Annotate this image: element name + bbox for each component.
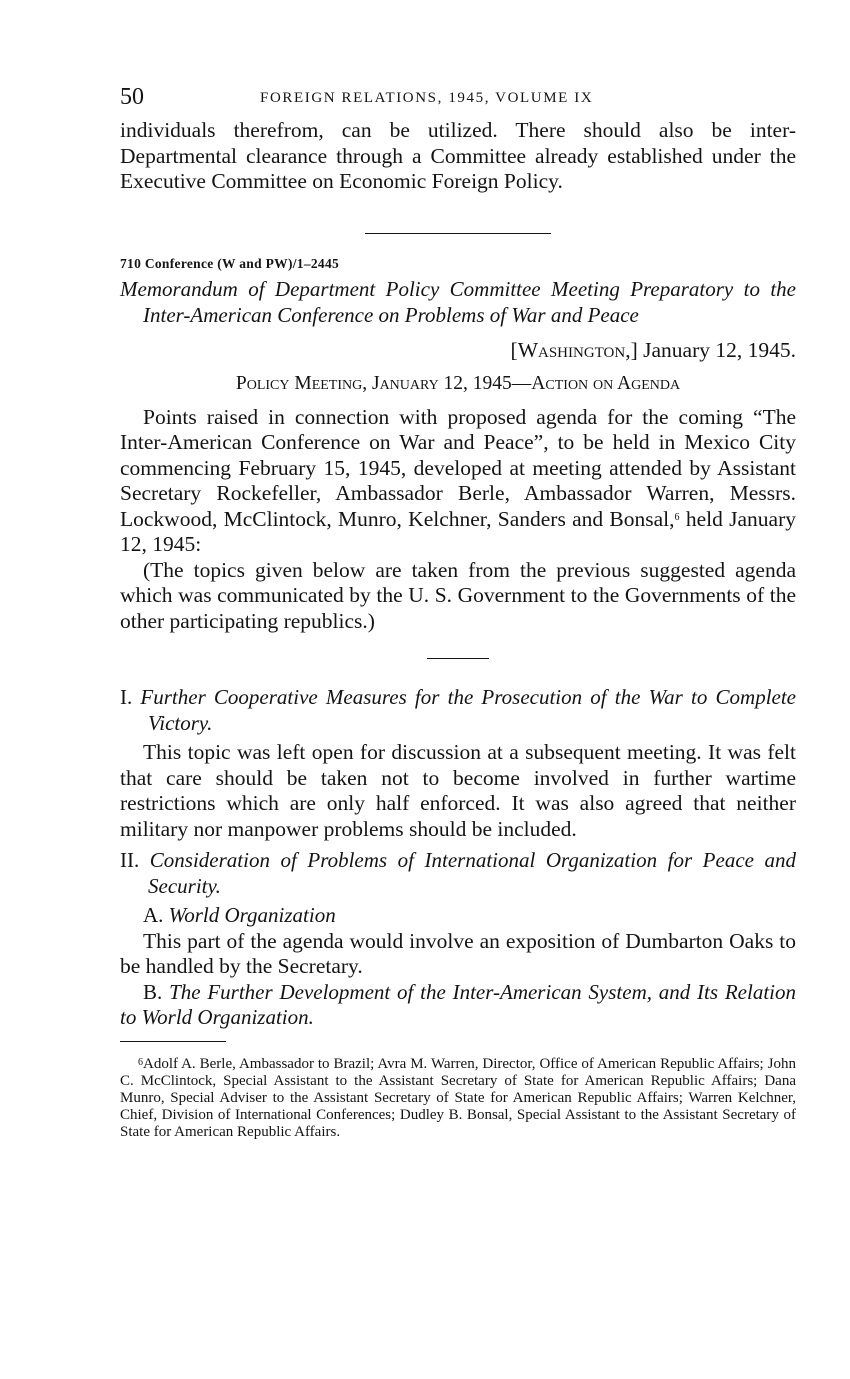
topic-2-number: II. xyxy=(120,848,140,872)
dateline-date: January 12, 1945. xyxy=(643,337,796,362)
footnote-6 xyxy=(120,1056,796,1141)
topic-2-heading xyxy=(120,848,796,899)
subtopic-a-title: World Organization xyxy=(168,903,336,927)
topic-1-heading xyxy=(120,685,796,736)
paragraph-attendees-text: Points raised in connection with proposed agenda for the coming “The Inter-American Conference on War and Peace”, to be held in Mexico City commencing February 15, 1945, developed at meeting attended by Assistant Secretary Rockefeller, Ambassador Berle, Ambassador Warren, Messrs. Lockwood, McClintock, Munro, Kelchner, Sanders and Bonsal, xyxy=(120,404,796,531)
continuation-paragraph: individuals therefrom, can be utilized. There should also be inter-Departmental clearance through a Committee already established under the Executive Committee on Economic Foreign Policy. xyxy=(120,118,796,193)
subtopic-b-heading xyxy=(120,980,796,1031)
topic-2-title: Consideration of Problems of International Organization for Peace and Security. xyxy=(148,848,797,898)
document-page xyxy=(120,84,796,1141)
subtopic-b-title: The Further Development of the Inter-American System, and Its Relation to World Organization. xyxy=(120,979,797,1029)
paragraph-topics-note: (The topics given below are taken from the previous suggested agenda which was communicated by the U. S. Government to the Governments of the other participating republics.) xyxy=(120,557,796,633)
footnote-reference[interactable]: 6 xyxy=(674,511,680,523)
section-divider xyxy=(365,233,551,234)
topic-1-number: I. xyxy=(120,685,133,709)
footnote-text: Adolf A. Berle, Ambassador to Brazil; Avra M. Warren, Director, Office of American Republic Affairs; John C. McClintock, Special Assistant to the Assistant Secretary of State for American Republic Affairs; Dana Munro, Special Adviser to the Assistant Secretary of State for American Republic Affairs; Warren Kelchner, Chief, Division of International Conferences; Dudley B. Bonsal, Special Assistant to the Assistant Secretary of State for American Republic Affairs. xyxy=(120,1055,796,1140)
footnote-mark: 6 xyxy=(138,1056,143,1068)
meeting-heading: Policy Meeting, January 12, 1945—Action on Agenda xyxy=(235,372,681,394)
file-reference: 710 Conference (W and PW)/1–2445 xyxy=(120,255,340,271)
topic-1-body: This topic was left open for discussion at a subsequent meeting. It was felt that care should be taken not to become involved in further wartime restrictions which are only half enforced. It was also agreed that neither military nor manpower problems should be included. xyxy=(120,740,796,841)
subtopic-a-heading xyxy=(120,903,796,929)
footnote-divider xyxy=(120,1041,226,1042)
subtopic-b-label: B. xyxy=(143,979,163,1004)
dateline xyxy=(120,338,796,363)
paragraph-attendees xyxy=(120,405,796,558)
topics-divider xyxy=(427,658,489,659)
page-header xyxy=(120,84,796,114)
running-head: FOREIGN RELATIONS, 1945, VOLUME IX xyxy=(260,90,594,106)
subtopic-a-label: A. xyxy=(143,903,164,927)
document-title: Memorandum of Department Policy Committee Meeting Preparatory to the Inter-American Conference on Problems of War and Peace xyxy=(120,276,796,327)
topic-1-title: Further Cooperative Measures for the Prosecution of the War to Complete Victory. xyxy=(140,685,797,735)
dateline-place: [Washington,] xyxy=(510,337,638,362)
paragraph-attendees-tail: held January 12, 1945: xyxy=(120,506,796,556)
page-number: 50 xyxy=(120,84,144,110)
subtopic-a-body: This part of the agenda would involve an exposition of Dumbarton Oaks to be handled by the Secretary. xyxy=(120,928,796,978)
